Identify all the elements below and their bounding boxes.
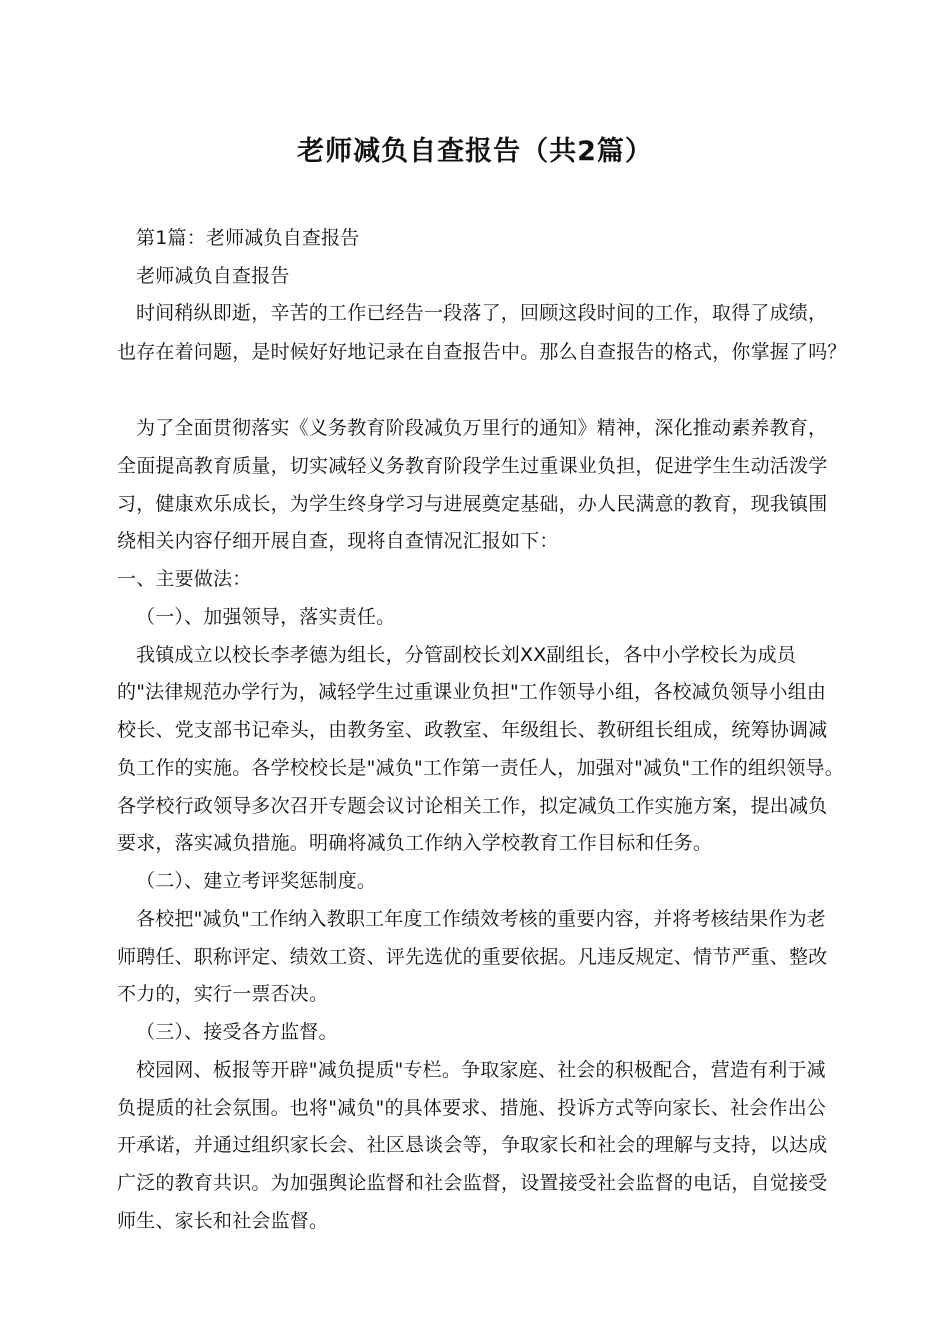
paragraph-line: 要求，落实减负措施。明确将减负工作纳入学校教育工作目标和任务。: [117, 832, 713, 854]
paragraph-line: 负工作的实施。各学校校长是"减负"工作第一责任人，加强对"减负"工作的组织领导。: [117, 757, 844, 779]
paragraph-line: 师聘任、职称评定、绩效工资、评先选优的重要依据。凡违反规定、情节严重、整改: [117, 946, 828, 968]
paragraph-line: 广泛的教育共识。为加强舆论监督和社会监督，设置接受社会监督的电话，自觉接受: [117, 1172, 828, 1194]
paragraph-line: 全面提高教育质量，切实减轻义务教育阶段学生过重课业负担，促进学生生动活泼学: [117, 455, 828, 477]
paragraph-line: 时间稍纵即逝，辛苦的工作已经告一段落了，回顾这段时间的工作，取得了成绩，: [136, 302, 828, 324]
paragraph-line: 习，健康欢乐成长，为学生终身学习与进展奠定基础，办人民满意的教育，现我镇围: [117, 493, 828, 515]
document-title: 老师减负自查报告（共2篇）: [297, 136, 653, 167]
paragraph-line: 也存在着问题，是时候好好地记录在自查报告中。那么自查报告的格式，你掌握了吗？: [117, 341, 847, 363]
subsection-heading: （三）、接受各方监督。: [136, 1021, 338, 1043]
paragraph-line: 为了全面贯彻落实《义务教育阶段减负万里行的通知》精神，深化推动素养教育，: [136, 417, 828, 439]
paragraph-line: 各校把"减负"工作纳入教职工年度工作绩效考核的重要内容，并将考核结果作为老: [136, 908, 826, 930]
paragraph-line: 各学校行政领导多次召开专题会议讨论相关工作，拟定减负工作实施方案，提出减负: [117, 795, 828, 817]
subtitle: 老师减负自查报告: [136, 265, 290, 287]
paragraph-line: 师生、家长和社会监督。: [117, 1210, 329, 1232]
paragraph-line: 我镇成立以校长李孝德为组长，分管副校长刘XX副组长，各中小学校长为成员: [136, 644, 797, 666]
subsection-heading: （一）、加强领导，落实责任。: [136, 606, 396, 628]
section-heading: 一、主要做法：: [117, 568, 252, 590]
paragraph-line: 校长、党支部书记牵头，由教务室、政教室、年级组长、教研组长组成，统筹协调减: [117, 719, 828, 741]
subsection-heading: （二）、建立考评奖惩制度。: [136, 870, 377, 892]
paragraph-line: 校园网、板报等开辟"减负提质"专栏。争取家庭、社会的积极配合，营造有利于减: [136, 1059, 826, 1081]
paragraph-line: 不力的，实行一票否决。: [117, 983, 329, 1005]
paragraph-line: 负提质的社会氛围。也将"减负"的具体要求、措施、投诉方式等向家长、社会作出公: [117, 1097, 827, 1119]
section-heading-part1: 第1篇：老师减负自查报告: [136, 227, 360, 249]
paragraph-line: 的"法律规范办学行为，减轻学生过重课业负担"工作领导小组，各校减负领导小组由: [117, 681, 827, 703]
paragraph-line: 开承诺，并通过组织家长会、社区恳谈会等，争取家长和社会的理解与支持，以达成: [117, 1134, 828, 1156]
paragraph-line: 绕相关内容仔细开展自查，现将自查情况汇报如下：: [117, 530, 559, 552]
